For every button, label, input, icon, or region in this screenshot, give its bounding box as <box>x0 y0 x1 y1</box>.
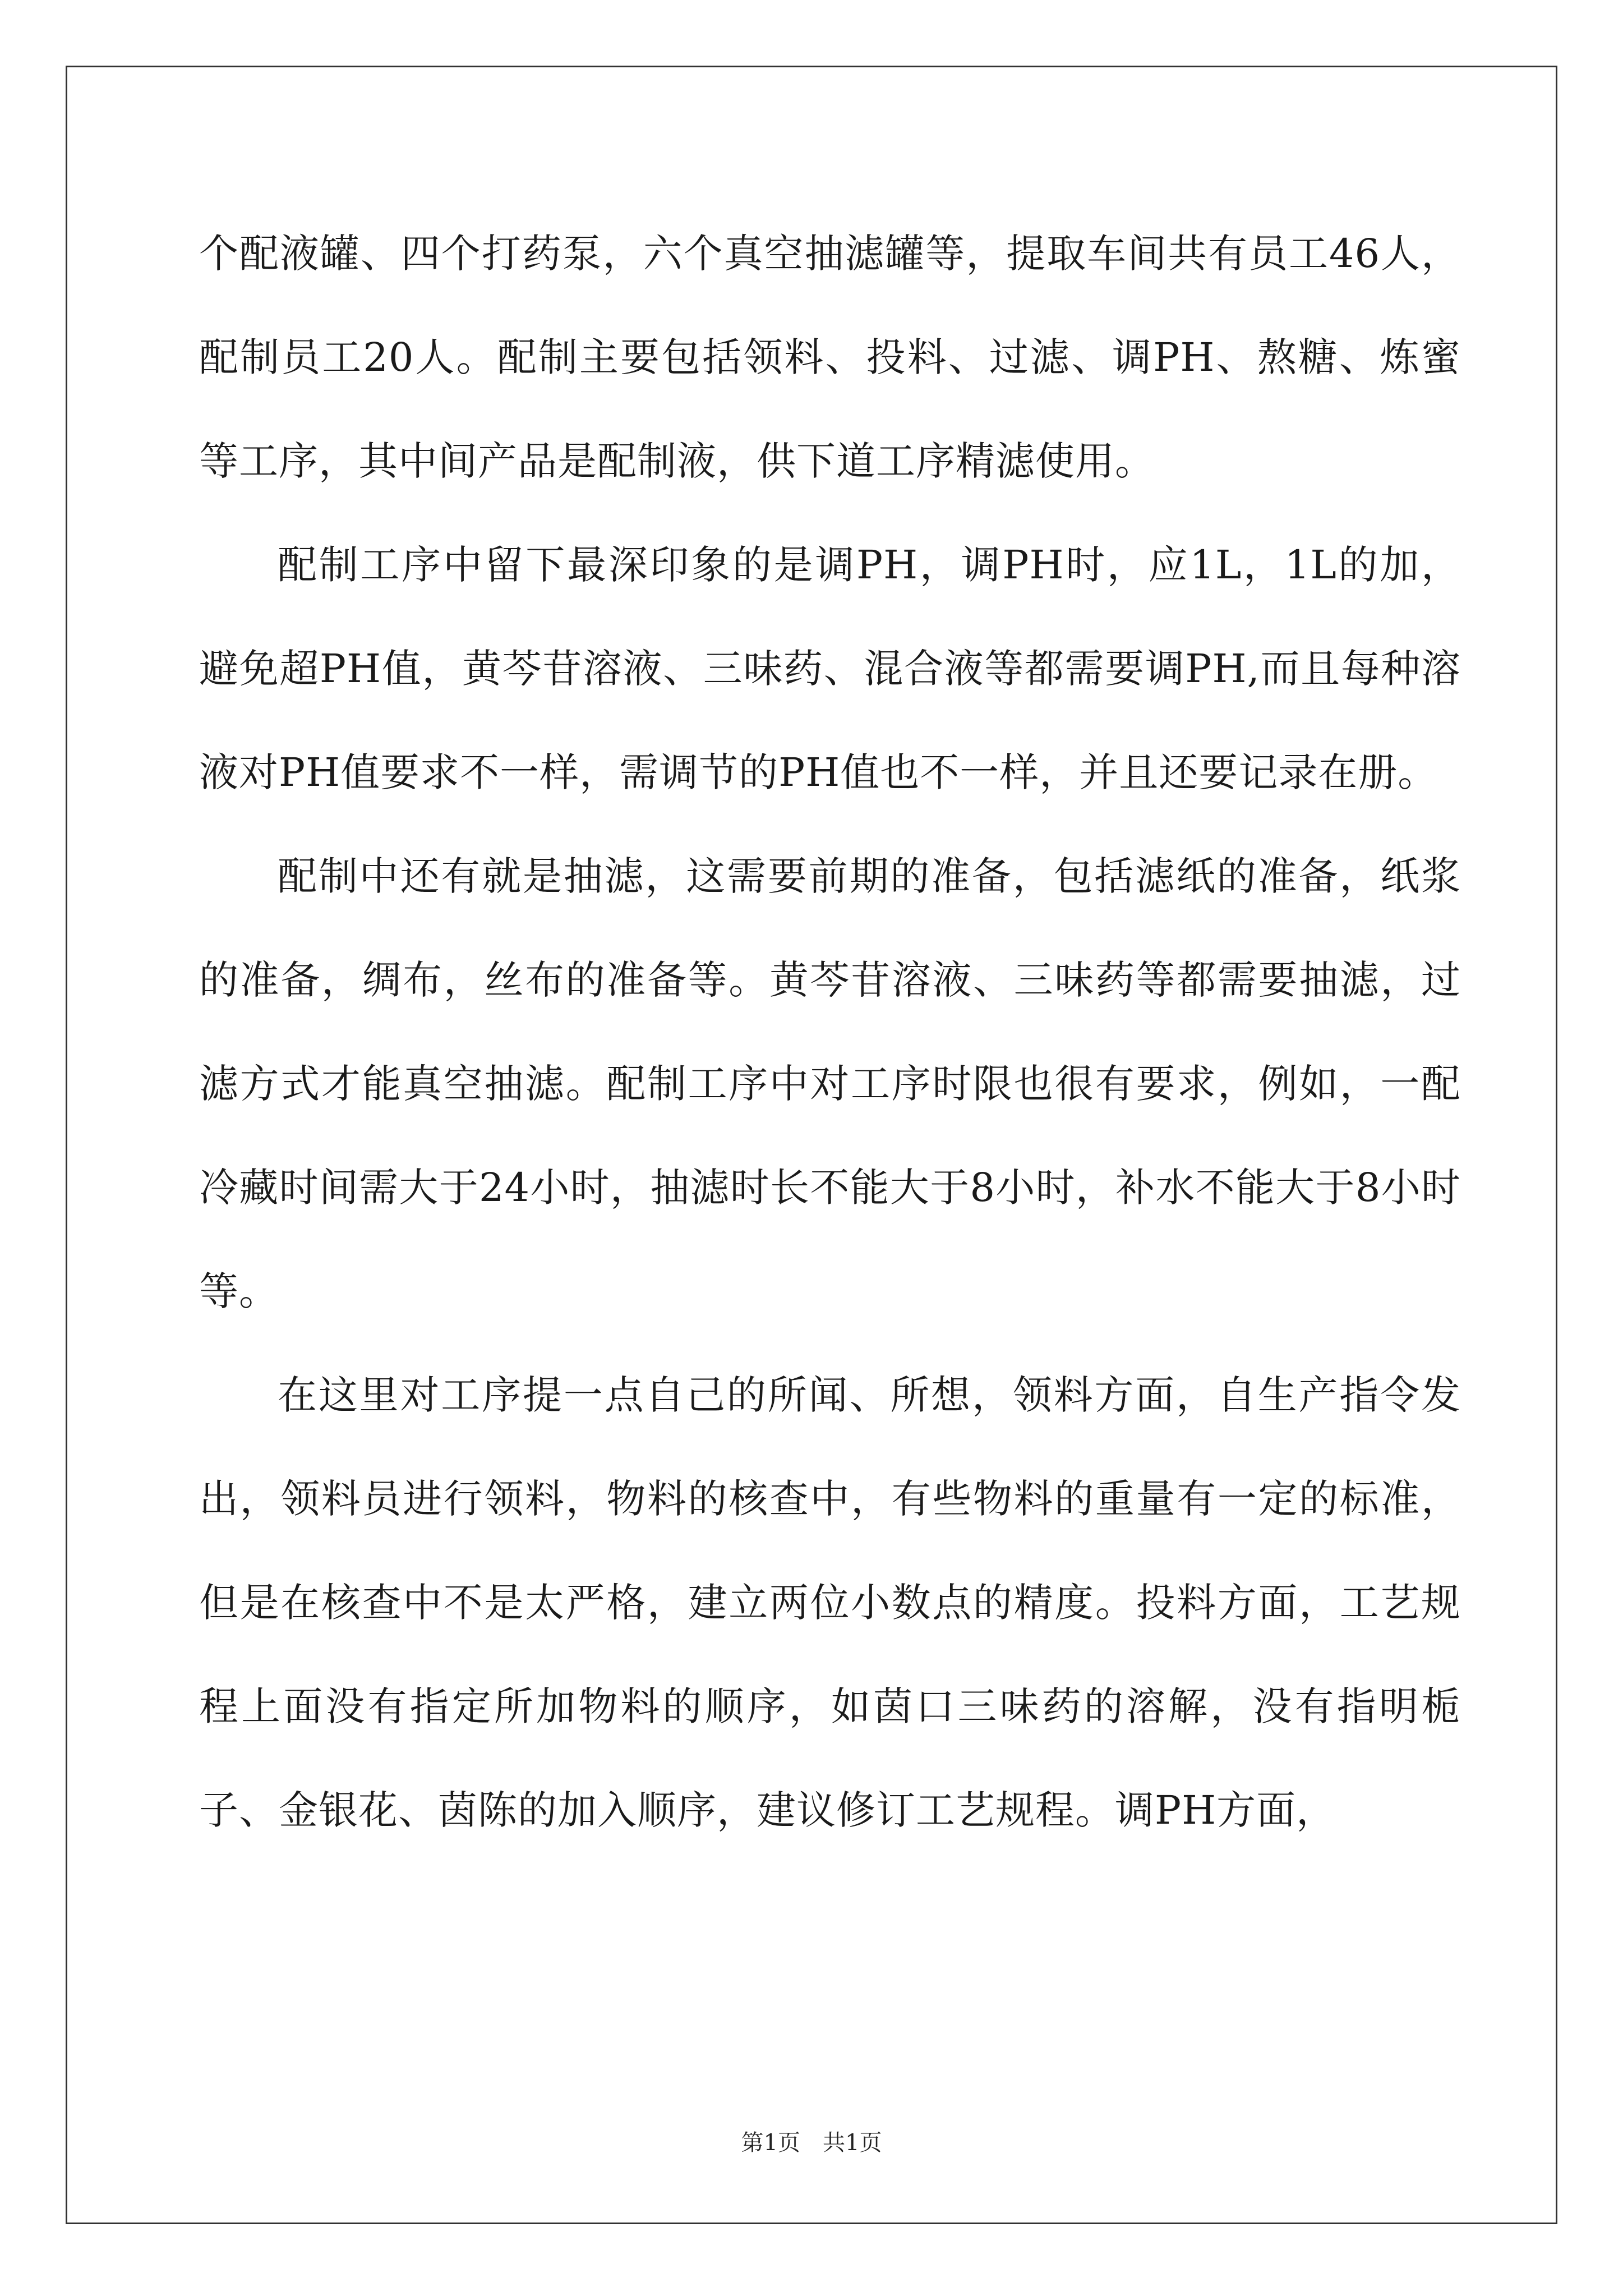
page-footer <box>0 2126 1623 2160</box>
document-body <box>199 202 1461 1862</box>
page-total: 共1页 <box>823 2130 882 2156</box>
paragraph-1: 个配液罐、四个打药泵，六个真空抽滤罐等，提取车间共有员工46人，配制员工20人。配制主要包括领料、投料、过滤、调PH、熬糖、炼蜜等工序，其中间产品是配制液，供下道工序精滤使用。 <box>199 231 1461 484</box>
paragraph-3: 配制中还有就是抽滤，这需要前期的准备，包括滤纸的准备，纸浆的准备，绸布，丝布的准备等。黄芩苷溶液、三味药等都需要抽滤，过滤方式才能真空抽滤。配制工序中对工序时限也很有要求，例如，一配冷藏时间需大于24小时，抽滤时长不能大于8小时，补水不能大于8小时等。 <box>199 853 1461 1314</box>
paragraph-2: 配制工序中留下最深印象的是调PH，调PH时，应1L，1L的加，避免超PH值，黄芩苷溶液、三味药、混合液等都需要调PH,而且每种溶液对PH值要求不一样，需调节的PH值也不一样，并且还要记录在册。 <box>199 542 1461 795</box>
page-number: 第1页 <box>741 2130 800 2156</box>
paragraph-4: 在这里对工序提一点自己的所闻、所想，领料方面，自生产指令发出，领料员进行领料，物料的核查中，有些物料的重量有一定的标准，但是在核查中不是太严格，建立两位小数点的精度。投料方面，工艺规程上面没有指定所加物料的顺序，如茵口三味药的溶解，没有指明栀子、金银花、茵陈的加入顺序，建议修订工艺规程。调PH方面， <box>199 1372 1461 1833</box>
